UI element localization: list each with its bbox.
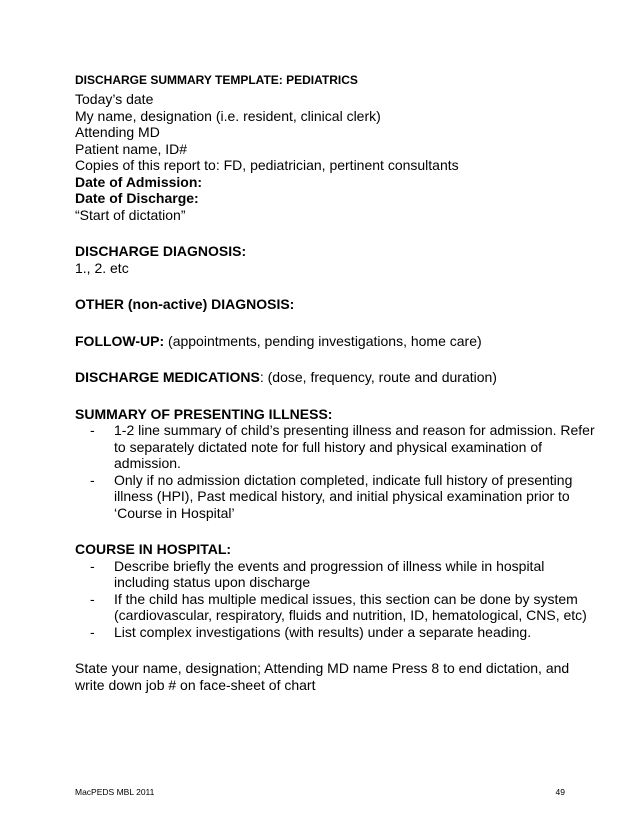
dash-marker: - xyxy=(90,623,95,640)
presenting-illness-list xyxy=(75,422,595,521)
attending-md-line: Attending MD xyxy=(75,124,160,140)
page-number: 49 xyxy=(555,787,565,797)
name-designation-line: My name, designation (i.e. resident, clinical clerk) xyxy=(75,107,381,124)
footer-source: MacPEDS MBL 2011 xyxy=(75,787,155,797)
bullet-text: If the child has multiple medical issues, this section can be done by system (cardiovascular, respiratory, fluids and nutrition, ID, hematological, CNS, etc) xyxy=(114,590,587,623)
other-diagnosis-heading: OTHER (non-active) DIAGNOSIS: xyxy=(75,296,295,312)
discharge-medications-text: : (dose, frequency, route and duration) xyxy=(259,369,497,385)
follow-up-heading: FOLLOW-UP: xyxy=(75,332,165,349)
presenting-illness-section xyxy=(75,406,595,522)
dash-marker: - xyxy=(90,590,95,607)
course-in-hospital-list xyxy=(75,558,595,641)
header-block xyxy=(75,91,595,223)
discharge-diagnosis-text: 1., 2. etc xyxy=(75,259,129,276)
discharge-medications-section xyxy=(75,369,595,386)
discharge-medications-heading: DISCHARGE MEDICATIONS xyxy=(75,369,260,385)
copies-line: Copies of this report to: FD, pediatrician, pertinent consultants xyxy=(75,157,459,173)
date-of-discharge: Date of Discharge: xyxy=(75,190,199,206)
bullet-text: 1-2 line summary of child’s presenting illness and reason for admission. Refer to separately dictated note for full history and physical examination of admission. xyxy=(114,422,595,471)
list-item xyxy=(90,591,595,624)
bullet-text: Only if no admission dictation completed, indicate full history of presenting illness (HPI), Past medical history, and initial physical examination prior to ‘Course in Hospital’ xyxy=(114,471,573,521)
dash-marker: - xyxy=(90,471,95,488)
course-in-hospital-heading: COURSE IN HOSPITAL: xyxy=(75,541,232,557)
list-item xyxy=(90,472,595,522)
list-item xyxy=(90,624,595,641)
discharge-diagnosis-heading: DISCHARGE DIAGNOSIS: xyxy=(75,243,247,259)
closing-instructions: State your name, designation; Attending MD name Press 8 to end dictation, and write down job # on face-sheet of chart xyxy=(75,660,570,693)
discharge-medications-line xyxy=(75,369,595,386)
other-diagnosis-section xyxy=(75,296,595,313)
presenting-illness-heading: SUMMARY OF PRESENTING ILLNESS: xyxy=(75,405,333,422)
follow-up-section xyxy=(75,333,595,350)
start-of-dictation: “Start of dictation” xyxy=(75,206,186,223)
list-item xyxy=(90,422,595,472)
document-title: DISCHARGE SUMMARY TEMPLATE: PEDIATRICS xyxy=(75,73,358,87)
list-item xyxy=(90,558,595,591)
todays-date-line: Today’s date xyxy=(75,91,154,107)
course-in-hospital-section xyxy=(75,541,595,640)
closing-section xyxy=(75,660,595,693)
discharge-diagnosis-section xyxy=(75,243,595,276)
follow-up-line xyxy=(75,333,595,350)
follow-up-text: (appointments, pending investigations, home care) xyxy=(164,332,482,349)
bullet-text: Describe briefly the events and progression of illness while in hospital including status upon discharge xyxy=(114,557,545,590)
patient-name-line: Patient name, ID# xyxy=(75,140,188,157)
dash-marker: - xyxy=(90,422,95,438)
dash-marker: - xyxy=(90,557,95,574)
document-content xyxy=(75,73,595,693)
bullet-text: List complex investigations (with results) under a separate heading. xyxy=(114,623,532,640)
date-of-admission: Date of Admission: xyxy=(75,173,203,190)
